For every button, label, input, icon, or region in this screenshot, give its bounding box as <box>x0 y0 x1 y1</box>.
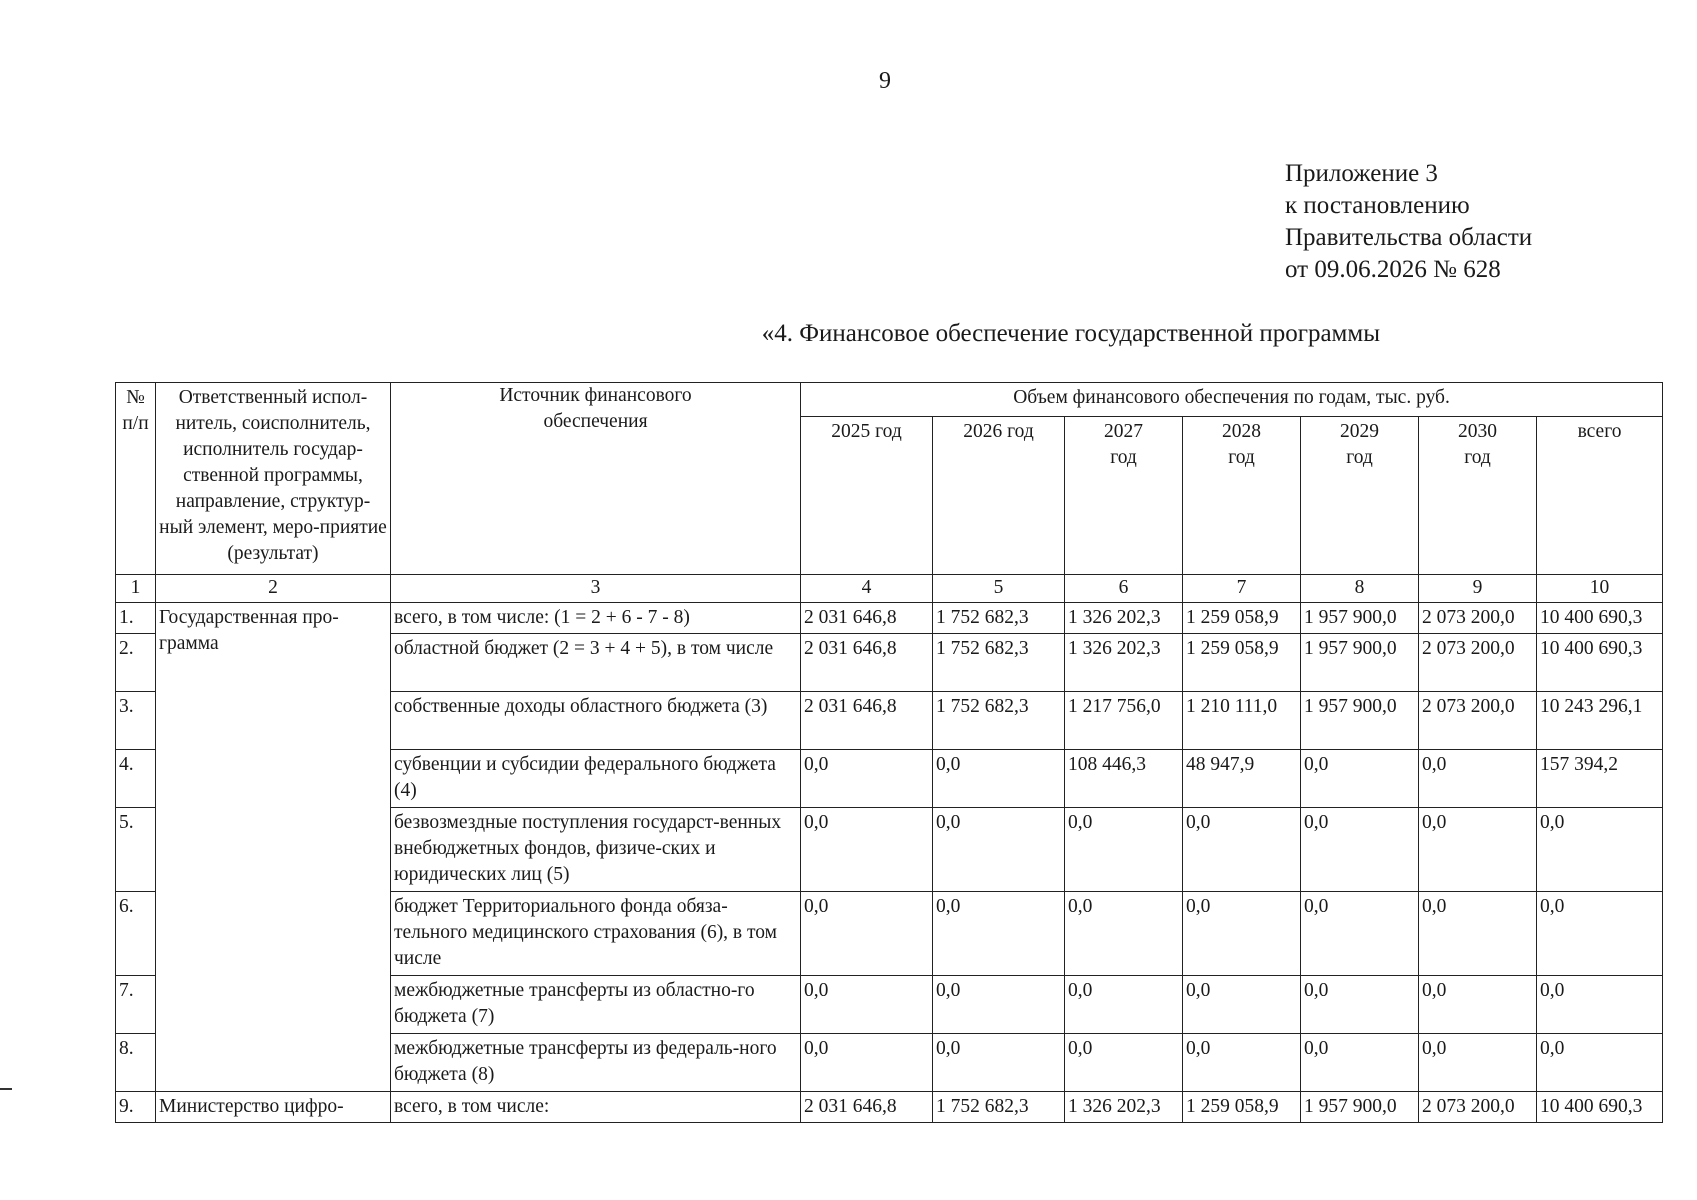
value-cell: 0,0 <box>1419 976 1537 1034</box>
column-number: 7 <box>1183 575 1301 603</box>
value-cell: 1 957 900,0 <box>1301 603 1419 634</box>
value-cell: 1 259 058,9 <box>1183 1092 1301 1123</box>
value-cell: 0,0 <box>1065 1034 1183 1092</box>
value-cell: 0,0 <box>933 1034 1065 1092</box>
value-cell: 1 210 111,0 <box>1183 692 1301 750</box>
value-cell: 0,0 <box>1301 750 1419 808</box>
financing-table <box>115 382 1663 1123</box>
executor-cell: Министерство цифро- <box>156 1092 391 1123</box>
column-number: 9 <box>1419 575 1537 603</box>
value-cell: 0,0 <box>1065 892 1183 976</box>
value-cell: 0,0 <box>1183 892 1301 976</box>
page-number: 9 <box>879 68 891 94</box>
source-cell: бюджет Территориального фонда обяза-тельного медицинского страхования (6), в том числе <box>391 892 801 976</box>
header-row-number: № п/п <box>116 383 156 575</box>
value-cell: 2 073 200,0 <box>1419 1092 1537 1123</box>
value-cell: 1 957 900,0 <box>1301 1092 1419 1123</box>
row-number: 8. <box>116 1034 156 1092</box>
value-cell: 1 259 058,9 <box>1183 603 1301 634</box>
value-cell: 2 031 646,8 <box>801 1092 933 1123</box>
row-number: 5. <box>116 808 156 892</box>
value-cell: 0,0 <box>801 1034 933 1092</box>
value-cell: 0,0 <box>801 892 933 976</box>
row-number: 9. <box>116 1092 156 1123</box>
value-cell: 0,0 <box>1183 808 1301 892</box>
value-cell: 0,0 <box>801 976 933 1034</box>
value-cell: 0,0 <box>1419 892 1537 976</box>
value-cell: 1 752 682,3 <box>933 634 1065 692</box>
value-cell: 0,0 <box>801 808 933 892</box>
value-cell: 2 073 200,0 <box>1419 692 1537 750</box>
value-cell: 2 031 646,8 <box>801 603 933 634</box>
value-cell: 0,0 <box>1537 1034 1663 1092</box>
value-cell: 1 326 202,3 <box>1065 603 1183 634</box>
source-cell: межбюджетные трансферты из федераль-ного бюджета (8) <box>391 1034 801 1092</box>
value-cell: 1 957 900,0 <box>1301 692 1419 750</box>
header-year-2028: 2028 год <box>1183 417 1301 575</box>
value-cell: 0,0 <box>1537 808 1663 892</box>
column-numbers-row <box>116 575 1663 603</box>
value-cell: 48 947,9 <box>1183 750 1301 808</box>
appendix-block <box>1285 158 1532 286</box>
value-cell: 0,0 <box>1537 976 1663 1034</box>
value-cell: 1 957 900,0 <box>1301 634 1419 692</box>
header-year-2027: 2027 год <box>1065 417 1183 575</box>
header-year-2029: 2029 год <box>1301 417 1419 575</box>
header-source: Источник финансового обеспечения <box>391 383 801 575</box>
source-cell: всего, в том числе: <box>391 1092 801 1123</box>
value-cell: 0,0 <box>933 976 1065 1034</box>
value-cell: 1 752 682,3 <box>933 1092 1065 1123</box>
header-total: всего <box>1537 417 1663 575</box>
value-cell: 157 394,2 <box>1537 750 1663 808</box>
value-cell: 0,0 <box>1301 892 1419 976</box>
value-cell: 10 400 690,3 <box>1537 603 1663 634</box>
column-number: 8 <box>1301 575 1419 603</box>
row-number: 4. <box>116 750 156 808</box>
value-cell: 1 326 202,3 <box>1065 634 1183 692</box>
value-cell: 0,0 <box>1301 1034 1419 1092</box>
executor-cell: Государственная про-грамма <box>156 603 391 1092</box>
column-number: 3 <box>391 575 801 603</box>
appendix-line: Правительства области <box>1285 224 1533 251</box>
source-cell: областной бюджет (2 = 3 + 4 + 5), в том числе <box>391 634 801 692</box>
row-number: 1. <box>116 603 156 634</box>
value-cell: 0,0 <box>801 750 933 808</box>
appendix-line: к постановлению <box>1285 192 1470 219</box>
value-cell: 2 073 200,0 <box>1419 603 1537 634</box>
value-cell: 1 259 058,9 <box>1183 634 1301 692</box>
source-cell: субвенции и субсидии федерального бюджета (4) <box>391 750 801 808</box>
value-cell: 2 031 646,8 <box>801 692 933 750</box>
value-cell: 0,0 <box>1419 750 1537 808</box>
row-number: 6. <box>116 892 156 976</box>
value-cell: 1 752 682,3 <box>933 692 1065 750</box>
column-number: 4 <box>801 575 933 603</box>
header-executor: Ответственный испол-нитель, соисполнитель, исполнитель государ-ственной программы, направление, структур-ный элемент, меро-приятие (результат) <box>156 383 391 575</box>
value-cell: 0,0 <box>1301 808 1419 892</box>
column-number: 5 <box>933 575 1065 603</box>
source-cell: собственные доходы областного бюджета (3) <box>391 692 801 750</box>
source-cell: безвозмездные поступления государст-венных внебюджетных фондов, физиче-ских и юридических лиц (5) <box>391 808 801 892</box>
value-cell: 2 031 646,8 <box>801 634 933 692</box>
value-cell: 0,0 <box>1065 976 1183 1034</box>
column-number: 2 <box>156 575 391 603</box>
appendix-line: от 09.06.2026 № 628 <box>1285 256 1501 283</box>
document-title: «4. Финансовое обеспечение государственной программы <box>761 320 1380 347</box>
margin-mark <box>0 1088 12 1090</box>
value-cell: 0,0 <box>1065 808 1183 892</box>
column-number: 10 <box>1537 575 1663 603</box>
value-cell: 10 400 690,3 <box>1537 1092 1663 1123</box>
row-number: 3. <box>116 692 156 750</box>
header-financing-volume: Объем финансового обеспечения по годам, тыс. руб. <box>801 383 1663 417</box>
row-number: 2. <box>116 634 156 692</box>
value-cell: 10 400 690,3 <box>1537 634 1663 692</box>
value-cell: 1 752 682,3 <box>933 603 1065 634</box>
table-row <box>116 1092 1663 1123</box>
value-cell: 1 326 202,3 <box>1065 1092 1183 1123</box>
value-cell: 0,0 <box>933 892 1065 976</box>
header-year-2025: 2025 год <box>801 417 933 575</box>
value-cell: 2 073 200,0 <box>1419 634 1537 692</box>
value-cell: 0,0 <box>1537 892 1663 976</box>
header-year-2026: 2026 год <box>933 417 1065 575</box>
column-number: 1 <box>116 575 156 603</box>
source-cell: межбюджетные трансферты из областно-го бюджета (7) <box>391 976 801 1034</box>
header-year-2030: 2030 год <box>1419 417 1537 575</box>
value-cell: 0,0 <box>933 808 1065 892</box>
value-cell: 108 446,3 <box>1065 750 1183 808</box>
value-cell: 0,0 <box>1419 1034 1537 1092</box>
value-cell: 0,0 <box>1301 976 1419 1034</box>
source-cell: всего, в том числе: (1 = 2 + 6 - 7 - 8) <box>391 603 801 634</box>
value-cell: 0,0 <box>933 750 1065 808</box>
value-cell: 0,0 <box>1183 1034 1301 1092</box>
table-row <box>116 603 1663 634</box>
value-cell: 0,0 <box>1419 808 1537 892</box>
value-cell: 0,0 <box>1183 976 1301 1034</box>
value-cell: 10 243 296,1 <box>1537 692 1663 750</box>
appendix-line: Приложение 3 <box>1285 160 1438 187</box>
column-number: 6 <box>1065 575 1183 603</box>
row-number: 7. <box>116 976 156 1034</box>
value-cell: 1 217 756,0 <box>1065 692 1183 750</box>
